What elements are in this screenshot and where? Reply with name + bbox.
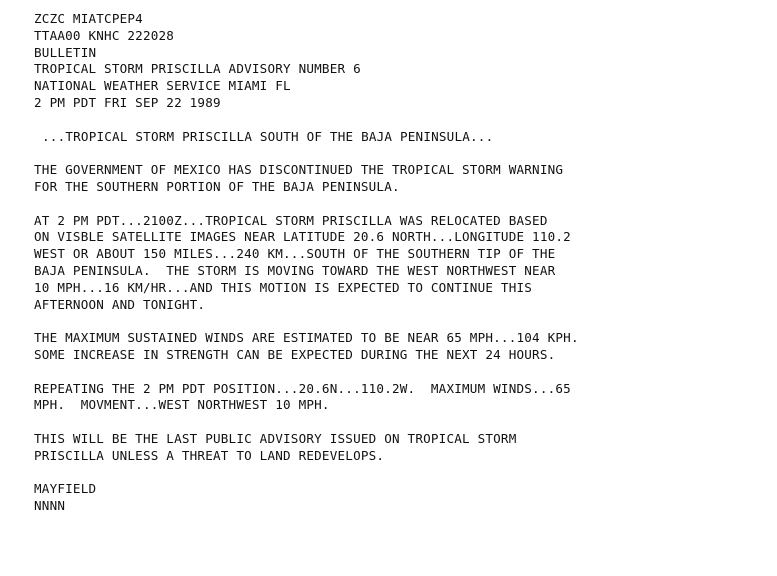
header-line: BULLETIN [34,44,97,60]
issuing-office: NATIONAL WEATHER SERVICE MIAMI FL [34,78,291,94]
paragraph-line: AFTERNOON AND TONIGHT. [34,296,206,312]
headline: ...TROPICAL STORM PRISCILLA SOUTH OF THE BAJA PENINSULA... [42,128,494,144]
end-marker: NNNN [34,498,66,514]
paragraph-line: PRISCILLA UNLESS A THREAT TO LAND REDEVELOPS. [34,447,385,463]
advisory-document [34,11,764,515]
paragraph-repeat-position [34,381,764,415]
paragraph-warning [34,162,764,196]
paragraph-line: ON VISBLE SATELLITE IMAGES NEAR LATITUDE 20.6 NORTH...LONGITUDE 110.2 [34,229,571,245]
paragraph-line: 10 MPH...16 KM/HR...AND THIS MOTION IS EXPECTED TO CONTINUE THIS [34,279,533,295]
paragraph-line: AT 2 PM PDT...2100Z...TROPICAL STORM PRISCILLA WAS RELOCATED BASED [34,212,548,228]
paragraph-line: BAJA PENINSULA. THE STORM IS MOVING TOWARD THE WEST NORTHWEST NEAR [34,262,556,278]
forecaster-name: MAYFIELD [34,481,97,497]
paragraph-line: THE GOVERNMENT OF MEXICO HAS DISCONTINUED THE TROPICAL STORM WARNING [34,162,564,178]
paragraph-line: WEST OR ABOUT 150 MILES...240 KM...SOUTH OF THE SOUTHERN TIP OF THE [34,246,556,262]
bulletin-header [34,11,764,112]
paragraph-position [34,213,764,314]
paragraph-line: THIS WILL BE THE LAST PUBLIC ADVISORY ISSUED ON TROPICAL STORM [34,430,517,446]
paragraph-line: THE MAXIMUM SUSTAINED WINDS ARE ESTIMATED TO BE NEAR 65 MPH...104 KPH. [34,330,579,346]
paragraph-winds [34,330,764,364]
paragraph-line: MPH. MOVMENT...WEST NORTHWEST 10 MPH. [34,397,330,413]
header-line: TTAA00 KNHC 222028 [34,27,175,43]
advisory-title: TROPICAL STORM PRISCILLA ADVISORY NUMBER 6 [34,61,361,77]
bulletin-footer [34,481,764,515]
header-line: ZCZC MIATCPEP4 [34,11,143,26]
paragraph-line: REPEATING THE 2 PM PDT POSITION...20.6N...110.2W. MAXIMUM WINDS...65 [34,380,571,396]
headline-block [34,129,764,146]
issue-time: 2 PM PDT FRI SEP 22 1989 [34,94,221,110]
paragraph-line: FOR THE SOUTHERN PORTION OF THE BAJA PENINSULA. [34,178,400,194]
paragraph-line: SOME INCREASE IN STRENGTH CAN BE EXPECTED DURING THE NEXT 24 HOURS. [34,346,556,362]
paragraph-last-advisory [34,431,764,465]
